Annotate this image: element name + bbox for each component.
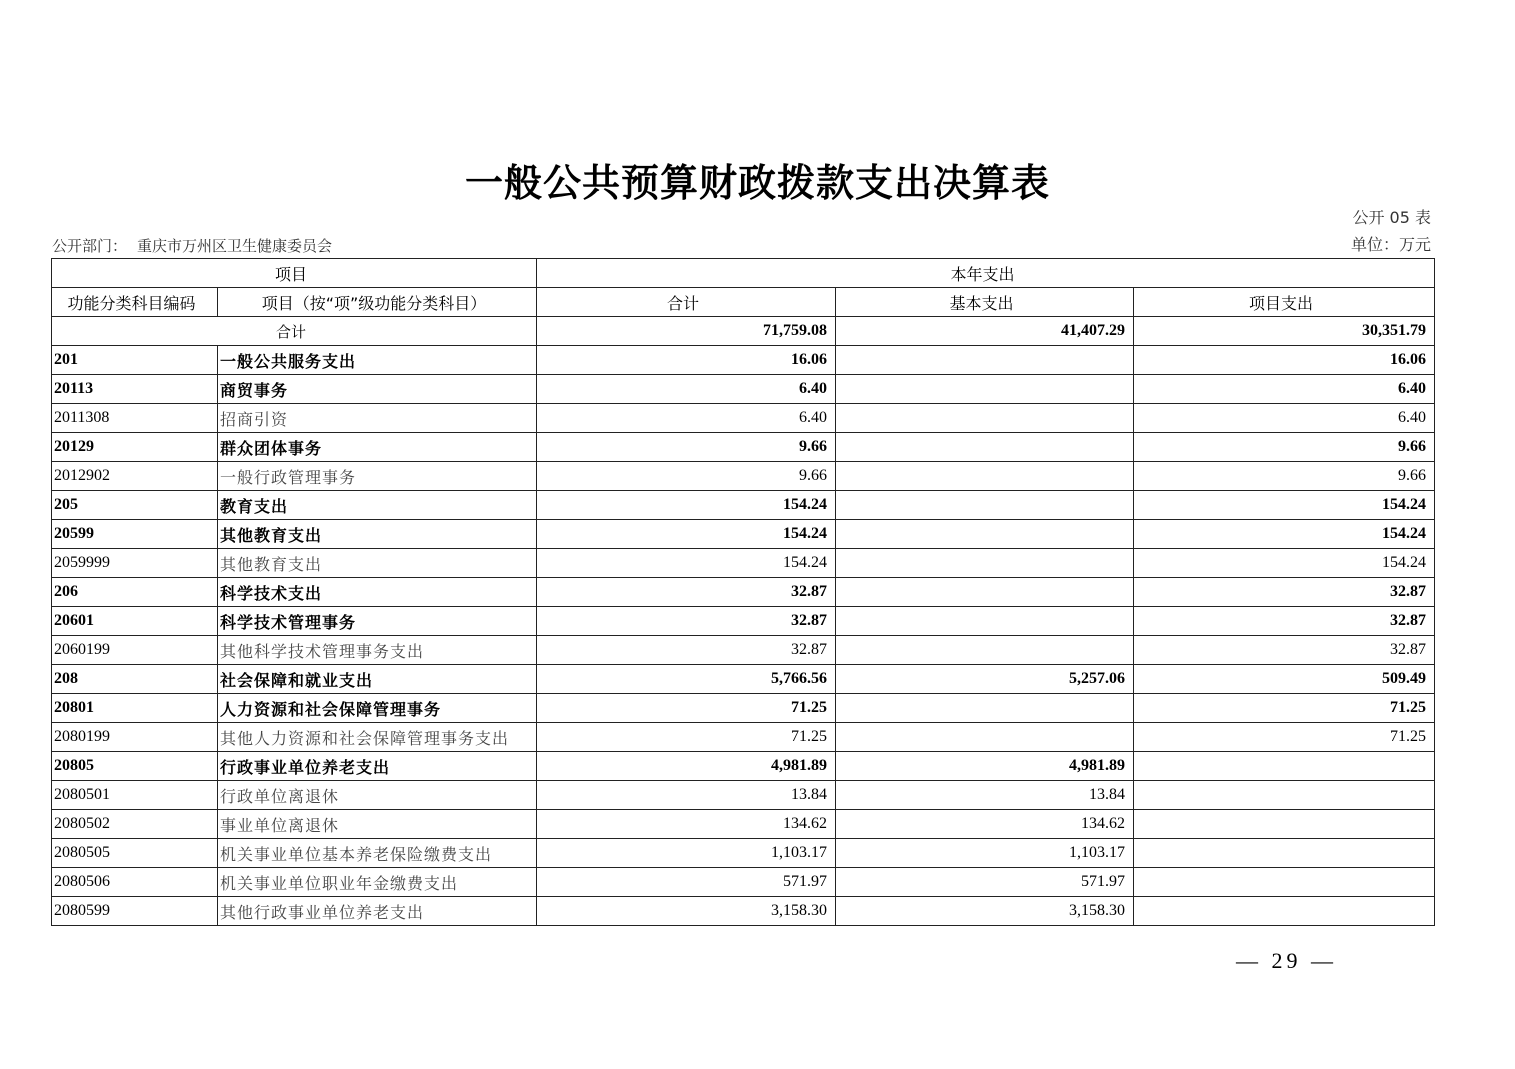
row-name: 科学技术支出: [218, 578, 537, 607]
table-row: [52, 694, 1435, 723]
row-code: 2059999: [52, 549, 218, 578]
row-code: 20113: [52, 375, 218, 404]
total-project: 30,351.79: [1134, 317, 1435, 346]
row-code: 2060199: [52, 636, 218, 665]
row-name: 商贸事务: [218, 375, 537, 404]
row-total: 154.24: [537, 549, 836, 578]
row-name: 招商引资: [218, 404, 537, 433]
row-total: 71.25: [537, 723, 836, 752]
row-total: 134.62: [537, 810, 836, 839]
row-name: 其他人力资源和社会保障管理事务支出: [218, 723, 537, 752]
row-total: 9.66: [537, 462, 836, 491]
row-total: 571.97: [537, 868, 836, 897]
row-basic: [836, 549, 1134, 578]
row-total: 32.87: [537, 607, 836, 636]
row-name: 一般公共服务支出: [218, 346, 537, 375]
row-total: 5,766.56: [537, 665, 836, 694]
row-project: 154.24: [1134, 520, 1435, 549]
row-project: [1134, 781, 1435, 810]
row-basic: [836, 462, 1134, 491]
expenditure-table: [51, 258, 1435, 926]
row-basic: 4,981.89: [836, 752, 1134, 781]
table-row: [52, 375, 1435, 404]
row-code: 20601: [52, 607, 218, 636]
row-name: 社会保障和就业支出: [218, 665, 537, 694]
row-project: 16.06: [1134, 346, 1435, 375]
row-name: 群众团体事务: [218, 433, 537, 462]
row-code: 2080501: [52, 781, 218, 810]
row-name: 机关事业单位基本养老保险缴费支出: [218, 839, 537, 868]
header-name: 项目（按“项”级功能分类科目）: [218, 288, 537, 317]
row-basic: [836, 375, 1134, 404]
row-project: [1134, 752, 1435, 781]
table-row: [52, 520, 1435, 549]
row-code: 20599: [52, 520, 218, 549]
department-label: 公开部门：: [52, 237, 128, 255]
row-project: 6.40: [1134, 404, 1435, 433]
total-row: [52, 317, 1435, 346]
row-name: 事业单位离退休: [218, 810, 537, 839]
row-name: 行政事业单位养老支出: [218, 752, 537, 781]
row-code: 206: [52, 578, 218, 607]
page-number: — 29 —: [1236, 948, 1337, 973]
page-title: 一般公共预算财政拨款支出决算表: [464, 160, 1050, 205]
table-row: [52, 433, 1435, 462]
row-code: 2080199: [52, 723, 218, 752]
row-basic: [836, 578, 1134, 607]
row-total: 4,981.89: [537, 752, 836, 781]
row-basic: [836, 433, 1134, 462]
header-row-2: [52, 288, 1435, 317]
table-row: [52, 839, 1435, 868]
row-project: 9.66: [1134, 462, 1435, 491]
row-name: 其他行政事业单位养老支出: [218, 897, 537, 926]
row-project: [1134, 810, 1435, 839]
row-total: 9.66: [537, 433, 836, 462]
row-basic: [836, 636, 1134, 665]
header-item: 项目: [52, 259, 537, 288]
table-row: [52, 868, 1435, 897]
row-basic: [836, 607, 1134, 636]
row-code: 2012902: [52, 462, 218, 491]
header-code: 功能分类科目编码: [52, 288, 218, 317]
row-project: 509.49: [1134, 665, 1435, 694]
table-row: [52, 752, 1435, 781]
row-basic: 1,103.17: [836, 839, 1134, 868]
row-basic: [836, 491, 1134, 520]
row-code: 205: [52, 491, 218, 520]
table-row: [52, 549, 1435, 578]
total-label: 合计: [52, 317, 537, 346]
table-row: [52, 897, 1435, 926]
row-total: 16.06: [537, 346, 836, 375]
row-total: 13.84: [537, 781, 836, 810]
row-name: 机关事业单位职业年金缴费支出: [218, 868, 537, 897]
row-code: 201: [52, 346, 218, 375]
row-basic: 13.84: [836, 781, 1134, 810]
table-row: [52, 781, 1435, 810]
row-project: 6.40: [1134, 375, 1435, 404]
row-basic: 3,158.30: [836, 897, 1134, 926]
row-total: 154.24: [537, 491, 836, 520]
row-name: 其他教育支出: [218, 549, 537, 578]
row-code: 20129: [52, 433, 218, 462]
row-name: 教育支出: [218, 491, 537, 520]
row-basic: [836, 404, 1134, 433]
table-row: [52, 636, 1435, 665]
row-total: 3,158.30: [537, 897, 836, 926]
table-row: [52, 491, 1435, 520]
row-code: 2080506: [52, 868, 218, 897]
row-code: 20805: [52, 752, 218, 781]
row-project: 32.87: [1134, 578, 1435, 607]
row-name: 人力资源和社会保障管理事务: [218, 694, 537, 723]
row-code: 2080599: [52, 897, 218, 926]
row-total: 71.25: [537, 694, 836, 723]
row-total: 6.40: [537, 375, 836, 404]
department-line: [52, 235, 332, 256]
row-code: 2080502: [52, 810, 218, 839]
total-amount: 71,759.08: [537, 317, 836, 346]
row-total: 154.24: [537, 520, 836, 549]
table-row: [52, 607, 1435, 636]
row-project: 71.25: [1134, 694, 1435, 723]
department-name: 重庆市万州区卫生健康委员会: [137, 237, 333, 255]
row-basic: [836, 723, 1134, 752]
row-code: 20801: [52, 694, 218, 723]
row-total: 32.87: [537, 636, 836, 665]
total-basic: 41,407.29: [836, 317, 1134, 346]
header-row-1: [52, 259, 1435, 288]
row-project: 32.87: [1134, 607, 1435, 636]
row-code: 2080505: [52, 839, 218, 868]
table-row: [52, 810, 1435, 839]
table-row: [52, 723, 1435, 752]
row-name: 其他科学技术管理事务支出: [218, 636, 537, 665]
row-project: [1134, 839, 1435, 868]
row-project: 71.25: [1134, 723, 1435, 752]
header-project: 项目支出: [1134, 288, 1435, 317]
row-basic: 5,257.06: [836, 665, 1134, 694]
row-name: 其他教育支出: [218, 520, 537, 549]
header-basic: 基本支出: [836, 288, 1134, 317]
header-current-year: 本年支出: [537, 259, 1435, 288]
unit-label: 单位：万元: [1350, 235, 1431, 254]
row-project: 9.66: [1134, 433, 1435, 462]
row-project: [1134, 868, 1435, 897]
row-name: 行政单位离退休: [218, 781, 537, 810]
row-basic: [836, 346, 1134, 375]
row-code: 2011308: [52, 404, 218, 433]
row-name: 科学技术管理事务: [218, 607, 537, 636]
table-row: [52, 462, 1435, 491]
row-total: 1,103.17: [537, 839, 836, 868]
table-row: [52, 404, 1435, 433]
form-number: 公开 05 表: [1352, 208, 1431, 227]
row-basic: 134.62: [836, 810, 1134, 839]
row-total: 6.40: [537, 404, 836, 433]
table-row: [52, 346, 1435, 375]
table-row: [52, 665, 1435, 694]
row-project: 154.24: [1134, 491, 1435, 520]
row-project: [1134, 897, 1435, 926]
row-basic: 571.97: [836, 868, 1134, 897]
row-name: 一般行政管理事务: [218, 462, 537, 491]
row-basic: [836, 694, 1134, 723]
row-total: 32.87: [537, 578, 836, 607]
row-project: 154.24: [1134, 549, 1435, 578]
row-project: 32.87: [1134, 636, 1435, 665]
table-row: [52, 578, 1435, 607]
row-code: 208: [52, 665, 218, 694]
header-total: 合计: [537, 288, 836, 317]
row-basic: [836, 520, 1134, 549]
